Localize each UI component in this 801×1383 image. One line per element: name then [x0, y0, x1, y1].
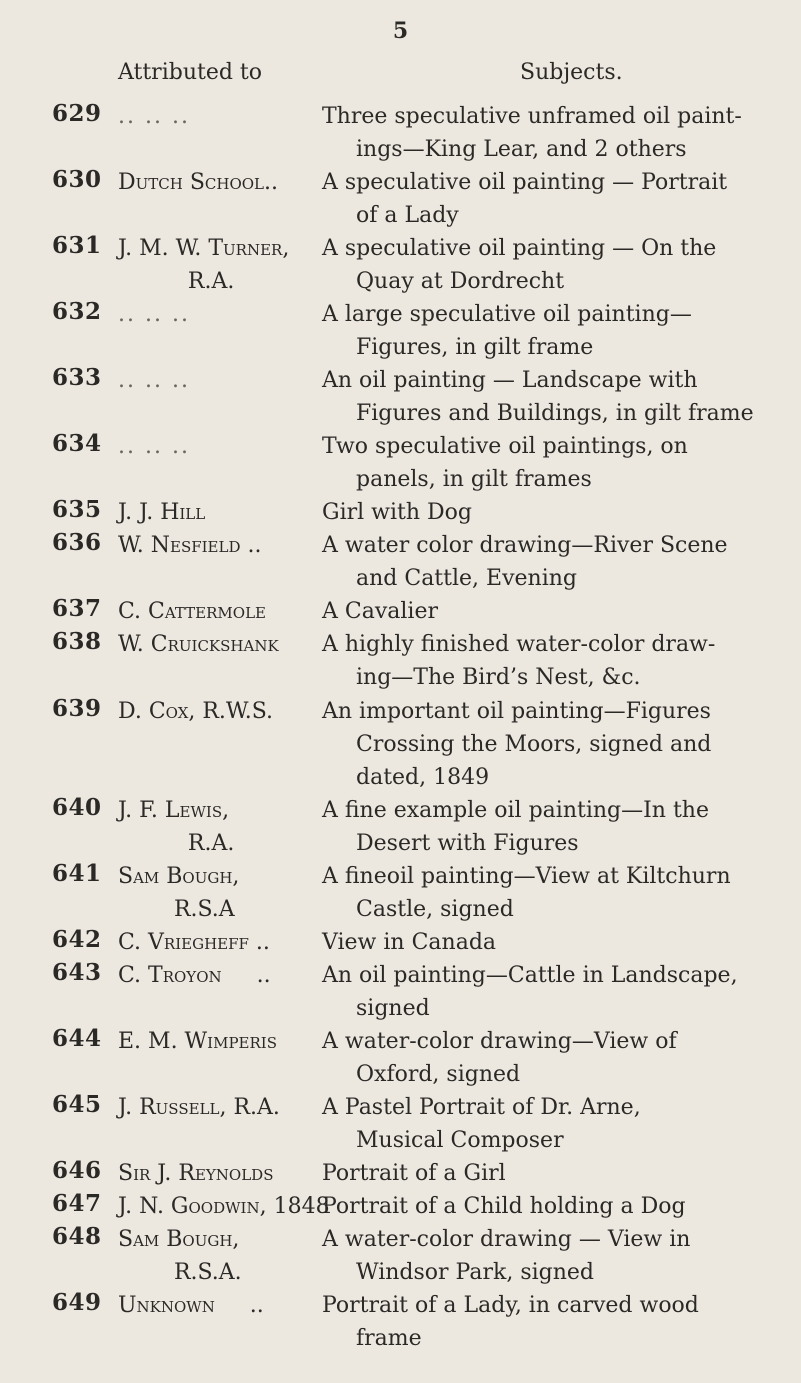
lot-subject-line: A fine example oil painting—In the	[322, 798, 709, 823]
lot-number: 630	[52, 166, 102, 193]
lot-number: 640	[52, 794, 102, 821]
lot-subject-line: A fineoil painting—View at Kiltchurn	[322, 864, 731, 889]
lot-number: 633	[52, 364, 102, 391]
lot-subject-line: Musical Composer	[356, 1128, 564, 1153]
lot-subject-line: Windsor Park, signed	[356, 1260, 595, 1285]
column-header-subjects: Subjects.	[520, 60, 623, 85]
lot-subject-line: Portrait of a Lady, in carved wood	[322, 1293, 699, 1318]
lot-subject-line: View in Canada	[322, 930, 497, 955]
lot-subject-line: Figures and Buildings, in gilt frame	[356, 401, 754, 426]
lot-subject-line: A Cavalier	[322, 599, 438, 624]
lot-number: 638	[52, 628, 102, 655]
lot-subject	[322, 926, 782, 959]
lot-attribution: W. Cruickshank	[118, 632, 279, 657]
lot-number: 641	[52, 860, 102, 887]
lot-attribution: .. .. ..	[118, 368, 190, 393]
lot-subject	[322, 1223, 782, 1289]
lot-attribution: Dutch School..	[118, 170, 279, 195]
lot-number: 632	[52, 298, 102, 325]
lot-subject-line: of a Lady	[356, 203, 459, 228]
lot-subject-line: Desert with Figures	[356, 831, 579, 856]
lot-subject	[322, 298, 782, 364]
lot-subject-line: An oil painting—Cattle in Landscape,	[322, 963, 738, 988]
lot-subject-line: An important oil painting—Figures	[322, 699, 711, 724]
lot-subject	[322, 628, 782, 694]
lot-number: 642	[52, 926, 102, 953]
lot-number: 639	[52, 695, 102, 722]
lot-subject-line: dated, 1849	[356, 765, 490, 790]
lot-subject	[322, 959, 782, 1025]
lot-subject-line: Portrait of a Girl	[322, 1161, 506, 1186]
lot-number: 637	[52, 595, 102, 622]
lot-subject	[322, 794, 782, 860]
lot-number: 629	[52, 100, 102, 127]
lot-number: 646	[52, 1157, 102, 1184]
lot-attribution: .. .. ..	[118, 434, 190, 459]
lot-subject-line: Two speculative oil paintings, on	[322, 434, 688, 459]
lot-attribution: J. J. Hill	[118, 500, 206, 525]
lot-number: 631	[52, 232, 102, 259]
lot-subject-line: A water color drawing—River Scene	[322, 533, 728, 558]
lot-subject-line: A Pastel Portrait of Dr. Arne,	[322, 1095, 641, 1120]
lot-subject-line: frame	[356, 1326, 422, 1351]
lot-subject-line: panels, in gilt frames	[356, 467, 592, 492]
lot-attribution: Unknown ..	[118, 1293, 264, 1318]
lot-subject	[322, 595, 782, 628]
lot-attribution: E. M. Wimperis	[118, 1029, 277, 1054]
lot-subject-line: An oil painting — Landscape with	[322, 368, 698, 393]
lot-number: 644	[52, 1025, 102, 1052]
lot-number: 634	[52, 430, 102, 457]
lot-number: 645	[52, 1091, 102, 1118]
lot-subject	[322, 496, 782, 529]
lot-subject-line: A highly finished water-color draw-	[322, 632, 716, 657]
lot-subject	[322, 695, 782, 794]
lot-subject	[322, 529, 782, 595]
lot-attribution: Sir J. Reynolds	[118, 1161, 274, 1186]
lot-subject	[322, 430, 782, 496]
lot-subject-line: Three speculative unframed oil paint-	[322, 104, 742, 129]
lot-number: 643	[52, 959, 102, 986]
lot-subject-line: and Cattle, Evening	[356, 566, 577, 591]
lot-subject-line: Figures, in gilt frame	[356, 335, 594, 360]
lot-number: 635	[52, 496, 102, 523]
lot-subject-line: Castle, signed	[356, 897, 514, 922]
lot-number: 648	[52, 1223, 102, 1250]
lot-subject-line: Girl with Dog	[322, 500, 472, 525]
lot-attribution: Sam Bough, R.S.A.	[118, 1227, 242, 1285]
lot-subject-line: A speculative oil painting — Portrait	[322, 170, 728, 195]
lot-attribution: C. Vriegheff ..	[118, 930, 270, 955]
lot-subject	[322, 166, 782, 232]
lot-subject	[322, 364, 782, 430]
lot-subject-line: Oxford, signed	[356, 1062, 521, 1087]
lot-subject	[322, 1025, 782, 1091]
lot-subject-line: A water-color drawing — View in	[322, 1227, 691, 1252]
lot-attribution: .. .. ..	[118, 302, 190, 327]
lot-attribution: C. Cattermole	[118, 599, 266, 624]
column-header-attributed: Attributed to	[118, 60, 263, 85]
lot-attribution: J. F. Lewis, R.A.	[118, 798, 235, 856]
lot-number: 649	[52, 1289, 102, 1316]
lot-attribution: D. Cox, R.W.S.	[118, 699, 273, 724]
lot-attribution: .. .. ..	[118, 104, 190, 129]
lot-subject	[322, 1190, 782, 1223]
lot-subject-line: Quay at Dordrecht	[356, 269, 565, 294]
lot-subject-line: A water-color drawing—View of	[322, 1029, 677, 1054]
lot-subject-line: Crossing the Moors, signed and	[356, 732, 712, 757]
lot-attribution: J. M. W. Turner, R.A.	[118, 236, 290, 294]
lot-subject	[322, 1157, 782, 1190]
lot-subject-line: A large speculative oil painting—	[322, 302, 692, 327]
lot-subject	[322, 1289, 782, 1355]
lot-attribution: Sam Bough, R.S.A	[118, 864, 240, 922]
lot-subject	[322, 232, 782, 298]
lot-subject	[322, 860, 782, 926]
lot-subject-line: Portrait of a Child holding a Dog	[322, 1194, 686, 1219]
page-number: 5	[392, 18, 409, 44]
lot-subject-line: ings—King Lear, and 2 others	[356, 137, 687, 162]
lot-attribution: W. Nesfield ..	[118, 533, 262, 558]
lot-attribution: J. N. Goodwin, 1848	[118, 1194, 330, 1219]
lot-subject	[322, 1091, 782, 1157]
lot-subject-line: A speculative oil painting — On the	[322, 236, 717, 261]
lot-number: 647	[52, 1190, 102, 1217]
lot-attribution: C. Troyon ..	[118, 963, 271, 988]
lot-subject-line: ing—The Bird’s Nest, &c.	[356, 665, 641, 690]
lot-number: 636	[52, 529, 102, 556]
lot-subject	[322, 100, 782, 166]
lot-subject-line: signed	[356, 996, 430, 1021]
lot-attribution: J. Russell, R.A.	[118, 1095, 280, 1120]
